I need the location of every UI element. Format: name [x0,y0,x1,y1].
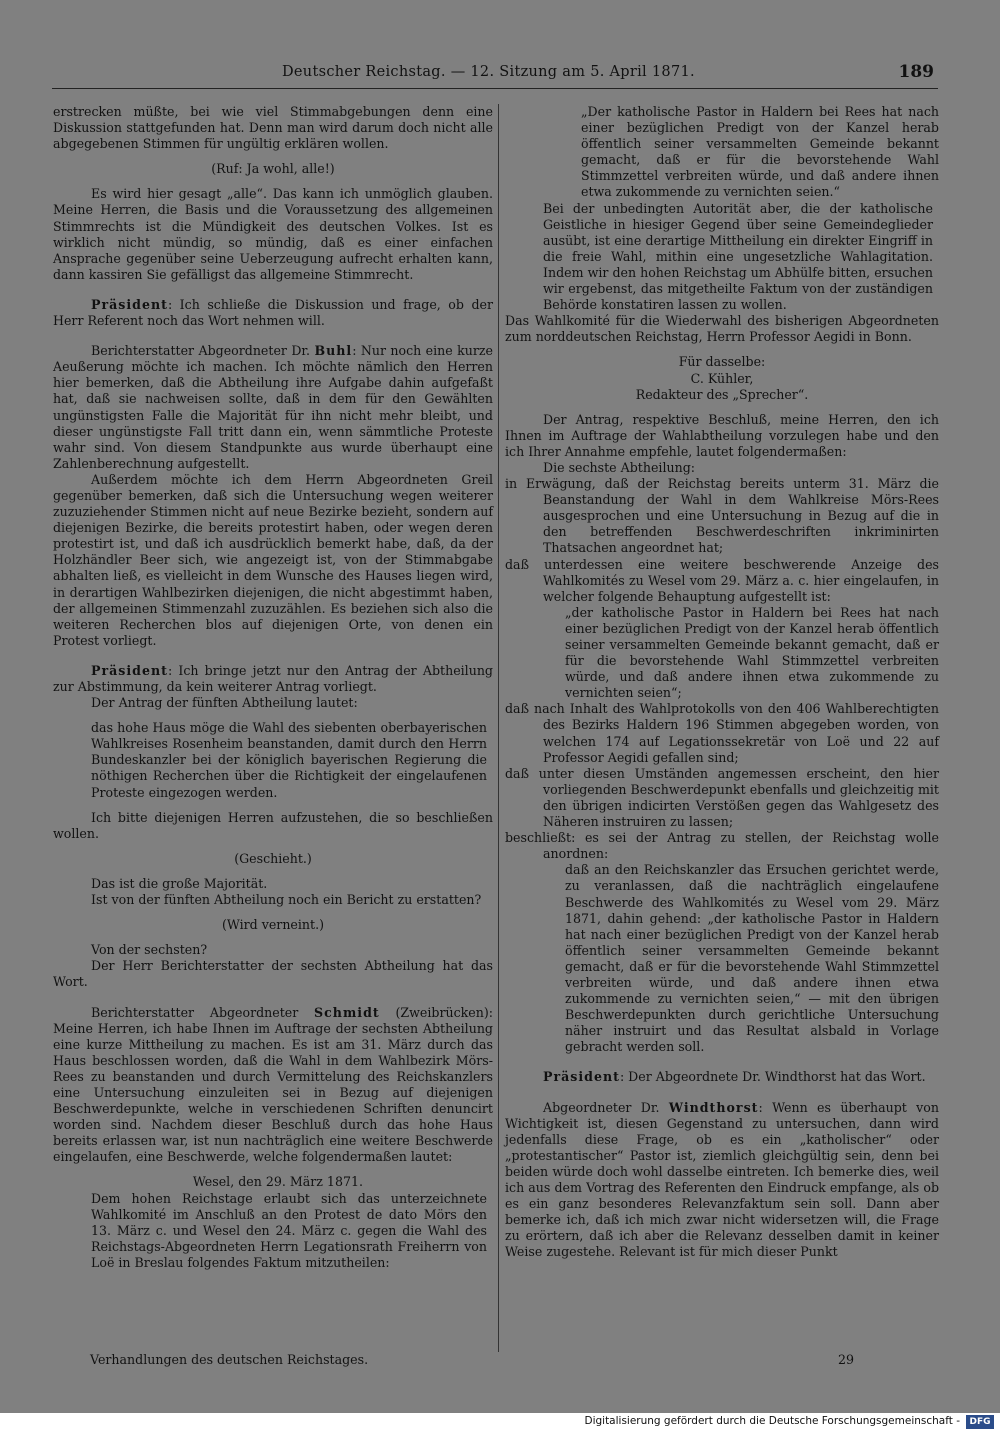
resolution-clause: daß nach Inhalt des Wahlprotokolls von den 406 Wahlberechtigten des Bezirks Haldern 196 Stimmen abgegeben worden, von welchen 174 auf Legationssekretär von Loë und 22 auf Professor Aegidi gefallen sind; [505,701,939,765]
paragraph-text: : Ich schließe die Diskussion und frage, ob der Herr Referent noch das Wort nehmen will. [53,296,493,329]
speaker-name: Windthorst [668,1099,759,1115]
signature-line: Redakteur des „Sprecher“. [635,386,809,402]
digitization-credit: Digitalisierung gefördert durch die Deutsche Forschungsgemeinschaft - [584,1415,960,1427]
column-divider [498,104,499,1352]
resolution-clause: daß unter diesen Umständen angemessen erscheint, den hier vorliegenden Beschwerdepunkt ebenfalls und gleichzeitig mit den übrigen indicirten Verstößen gegen das Wahlgesetz des Näheren instruiren zu lassen; [505,765,939,830]
signature-line: Für dasselbe: [678,354,766,370]
paragraph: Es wird hier gesagt „alle“. Das kann ich unmöglich glauben. Meine Herren, die Basis und die Voraussetzung des allgemeinen Stimmrechts ist die Mündigkeit des deutschen Volkes. Ist es wirklich nicht mündig, so mündig, daß es einer einfachen Ansprache gegenüber seine Ueberzeugung aufrecht erhalten kann, dann kassiren Sie gefälligst das allgemeine Stimmrecht. [53,186,493,282]
paragraph: Von der sechsten? [91,942,208,958]
signature-line: C. Kühler, [690,370,754,386]
paragraph: erstrecken müßte, bei wie viel Stimmabgebungen denn eine Diskussion stattgefunden hat. Denn man wird darum doch nicht alle abgegebenen Stimmen für ungültig erklären wollen. [53,104,493,152]
footer-source: Verhandlungen des deutschen Reichstages. [90,1352,369,1367]
paragraph [53,297,493,329]
paragraph-text: : Wenn es überhaupt von Wichtigkeit ist, diesen Gegenstand zu untersuchen, dann wird jedenfalls diese Frage, ob es ein „katholischer“ oder „protestantischer“ Pastor ist, ziemlich gleichgültig sein, denn bei beiden würde doch wohl dasselbe eintreten. Ich bemerke dies, weil ich aus dem Vortrag des Referenten den Eindruck empfange, als ob es ein ganz besonderes Relevanzfaktum sein soll. Dann aber bemerke ich, daß ich mich zwar nicht widersetzen will, die Frage zu erörtern, daß ich aber die Relevanz desselben damit in keiner Weise zugestehe. Relevant ist für mich dieser Punkt [505,1099,939,1260]
paragraph [53,343,493,472]
paragraph [505,1100,939,1261]
paragraph: Das Wahlkomité für die Wiederwahl des bisherigen Abgeordneten zum norddeutschen Reichstag, Herrn Professor Aegidi in Bonn. [505,313,939,345]
speaker-name: Schmidt [314,1004,380,1020]
interjection: (Ruf: Ja wohl, alle!) [211,161,335,177]
paragraph-text: Berichterstatter Abgeordneter Dr. [91,343,315,359]
resolution-text: daß an den Reichskanzler das Ersuchen gerichtet werde, zu veranlassen, daß die nachträglich eingelaufene Beschwerde des Wahlkomités zu Wesel vom 29. März 1871, dahin gehend: „der katholische Pastor in Haldern hat nach einer bezüglichen Predigt von der Kanzel herab öffentlich seiner versammelten Gemeinde bekannt gemacht, daß er für die bevorstehende Wahl Stimmzettel verbreiten würde, und daß andere ihnen etwa zukommende zu vernichten seien,“ — mit den übrigen Beschwerdepunkten durch gerichtliche Untersuchung näher instruirt und das Resultat alsbald in Vorlage gebracht werden soll. [565,862,939,1055]
page-number: 189 [898,62,934,82]
interjection: (Geschieht.) [234,850,312,866]
paragraph: Die sechste Abtheilung: [543,459,696,475]
paragraph-text: : Der Abgeordnete Dr. Windthorst hat das Wort. [619,1069,926,1085]
letter-body: Dem hohen Reichstage erlaubt sich das unterzeichnete Wahlkomité im Anschluß an den Protest de dato Mörs den 13. März c. und Wesel den 24. März c. gegen die Wahl des Reichstags-Abgeordneten Herrn Legationsrath Freiherrn von Loë in Breslau folgendes Faktum mitzutheilen: [91,1190,487,1270]
sheet-signature: 29 [838,1352,855,1367]
paragraph: Der Antrag der fünften Abtheilung lautet: [91,695,358,711]
letter-body: Bei der unbedingten Autorität aber, die der katholische Geistliche in hiesiger Gegend über seine Gemeindeglieder ausübt, ist eine derartige Mittheilung ein direkter Eingriff in die freie Wahl, mithin eine ungesetzliche Wahlagitation. Indem wir den hohen Reichstag um Abhülfe bitten, ersuchen wir ergebenst, das mitgetheilte Faktum von der zuständigen Behörde konstatiren lassen zu wollen. [543,200,933,313]
resolution-clause: beschließt: es sei der Antrag zu stellen, der Reichstag wolle anordnen: [505,830,939,862]
left-column [53,104,493,1271]
motion-text: das hohe Haus möge die Wahl des siebenten oberbayerischen Wahlkreises Rosenheim beanstanden, damit durch den Herrn Bundeskanzler bei der königlich bayerischen Regierung die nöthigen Recherchen über die Richtigkeit der eingelaufenen Proteste eingezogen werden. [91,720,487,800]
paragraph: Ich bitte diejenigen Herren aufzustehen, die so beschließen wollen. [53,809,493,841]
resolution-clause: daß unterdessen eine weitere beschwerende Anzeige des Wahlkomités zu Wesel vom 29. März a. c. hier eingelaufen, in welcher folgende Behauptung aufgestellt ist: [505,556,939,604]
quoted-text: „der katholische Pastor in Haldern bei Rees hat nach einer bezüglichen Predigt von der Kanzel herab öffentlich seiner versammelten Gemeinde bekannt gemacht, daß er für die bevorstehende Wahl Stimmzettel verbreiten würde, und daß andere ihnen etwa zukommende zu vernichten seien“; [565,604,939,701]
paragraph: Der Herr Berichterstatter der sechsten Abtheilung hat das Wort. [53,958,493,990]
paragraph-text: Abgeordneter Dr. [543,1099,669,1115]
digitization-banner [0,1413,1000,1432]
interjection: (Wird verneint.) [221,917,325,933]
speaker-name: Buhl [314,343,353,359]
right-column [505,104,939,1260]
page-header [52,64,938,89]
paragraph [505,1069,939,1085]
paragraph: Das ist die große Majorität. [91,875,268,891]
paragraph [53,663,493,695]
dfg-logo: DFG [966,1415,994,1429]
speaker-name: Präsident [543,1069,620,1085]
resolution-clause: in Erwägung, daß der Reichstag bereits unterm 31. März die Beanstandung der Wahl in dem Wahlkreise Mörs-Rees ausgesprochen und eine Untersuchung in Bezug auf die in den betreffenden Beschwerdeschriften inkriminirten Thatsachen angeordnet hat; [505,476,939,556]
speaker-name: Präsident [91,662,168,678]
running-title: Deutscher Reichstag. — 12. Sitzung am 5. April 1871. [282,64,695,80]
paragraph-text: : Nur noch eine kurze Aeußerung möchte ich machen. Ich möchte nämlich den Herren hier bemerken, daß die Abtheilung ihre Aufgabe dahin aufgefaßt hat, daß sie nachweisen sollte, daß in dem für den Gewählten ungünstigsten Falle die Majorität für ihn nicht mehr bleibt, und dieser ungünstigste Fall tritt dann ein, wenn sämmtliche Proteste wahr sind. Von diesem Standpunkte aus wurde überhaupt eine Zahlenberechnung aufgestellt. [53,343,493,471]
letter-dateline: Wesel, den 29. März 1871. [192,1174,363,1190]
paragraph-text: (Zweibrücken): Meine Herren, ich habe Ihnen im Auftrage der sechsten Abtheilung eine kurze Mittheilung zu machen. Es ist am 31. März durch das Haus beschlossen worden, daß die Wahl in dem Wahlbezirk Mörs-Rees zu beanstanden und durch Vermittelung des Reichskanzlers eine Untersuchung einzuleiten sei in Bezug auf diejenigen Beschwerdepunkte, welche in verschiedenen Schriften denuncirt worden sind. Nachdem dieser Beschluß durch das hohe Haus bereits erlassen war, ist nun nachträglich eine weitere Beschwerde eingelaufen, eine Beschwerde, welche folgendermaßen lautet: [53,1004,493,1165]
paragraph: Ist von der fünften Abtheilung noch ein Bericht zu erstatten? [91,892,482,908]
paragraph-text: Berichterstatter Abgeordneter [91,1004,315,1020]
paragraph: Außerdem möchte ich dem Herrn Abgeordneten Greil gegenüber bemerken, daß sich die Untersuchung wegen weiterer zuzuziehender Stimmen nicht auf neue Bezirke bezieht, sondern auf diejenigen Bezirke, die bereits protestirt haben, oder wegen deren protestirt ist, und daß ich ausdrücklich bemerkt habe, daß, da der Holzhändler Beer sich, wie angezeigt ist, von der Stimmabgabe abhalten ließ, es vielleicht in dem Wunsche des Hauses liegen wird, in derartigen Wahlbezirken diejenigen, die nicht abgestimmt haben, der allgemeinen Stimmenzahl zuzuzählen. Es beziehen sich also die weiteren Recherchen blos auf diejenigen Orte, von denen ein Protest vorliegt. [53,471,493,648]
paragraph [53,1005,493,1166]
speaker-name: Präsident [91,296,168,312]
paragraph: Der Antrag, respektive Beschluß, meine Herren, den ich Ihnen im Auftrage der Wahlabtheilung vorzulegen habe und den ich Ihrer Annahme empfehle, lautet folgendermaßen: [505,411,939,459]
quoted-text: „Der katholische Pastor in Haldern bei Rees hat nach einer bezüglichen Predigt von der Kanzel herab öffentlich seiner versammelten Gemeinde bekannt gemacht, daß er für die bevorstehende Wahl Stimmzettel verbreiten würde, und daß andere ihnen etwa zukommende zu vernichten seien.“ [581,104,939,200]
paragraph-text: : Ich bringe jetzt nur den Antrag der Abtheilung zur Abstimmung, da kein weiterer Antrag vorliegt. [53,662,493,694]
